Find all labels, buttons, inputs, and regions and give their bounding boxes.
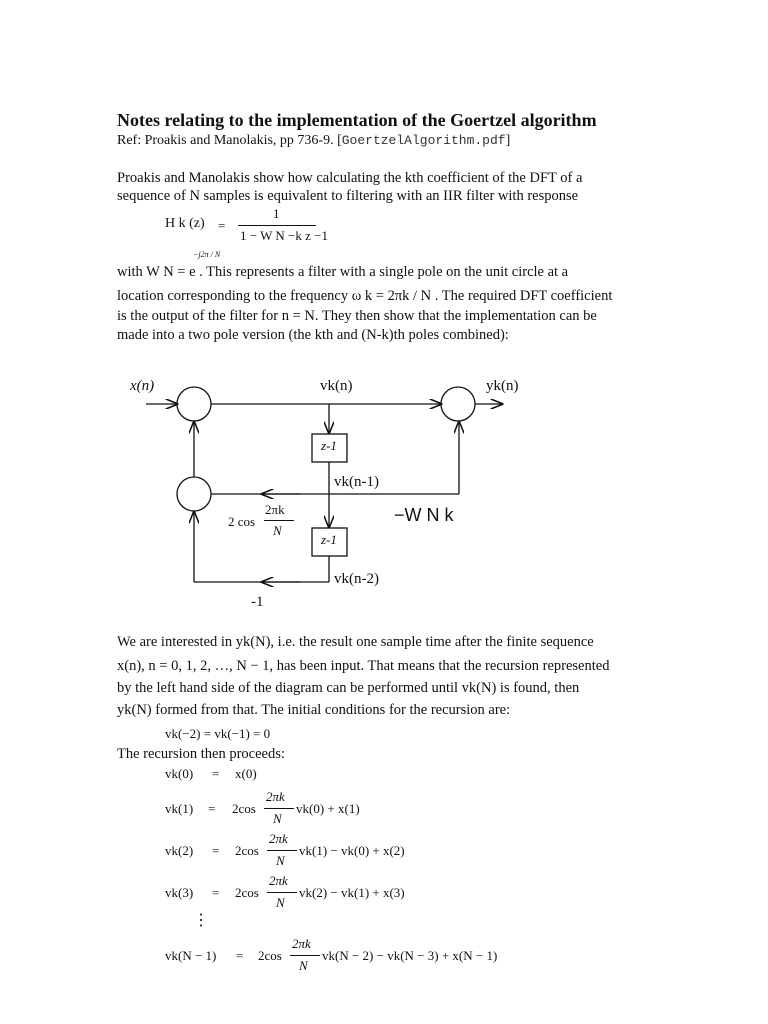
- label-minus-one: -1: [251, 594, 264, 610]
- rec-3-eq: =: [212, 885, 220, 900]
- rec-1-den: N: [273, 811, 282, 826]
- adder-left-top: [177, 387, 211, 421]
- rec-4-eq: =: [236, 948, 244, 963]
- para2-line-1: with W N = e . This represents a filter with a single pole on the unit circle at a: [117, 264, 569, 280]
- reference-file: GoertzelAlgorithm.pdf: [341, 133, 506, 148]
- para3-line-2: x(n), n = 0, 1, 2, …, N − 1, has been input. That means that the recursion represented: [117, 658, 610, 674]
- rec-3-bar: [267, 892, 297, 893]
- hk-fraction-bar: [238, 225, 316, 226]
- coef-prefix: 2 cos: [228, 514, 256, 529]
- recursion-intro: The recursion then proceeds:: [117, 746, 285, 762]
- label-delay-2: z-1: [321, 532, 337, 547]
- page-title: Notes relating to the implementation of the Goertzel algorithm: [117, 110, 597, 130]
- rec-4-bar: [290, 955, 320, 956]
- reference-line: [117, 133, 510, 149]
- para2-line-2: location corresponding to the frequency ω k = 2πk / N . The required DFT coefficient: [117, 288, 613, 304]
- rec-2-eq: =: [212, 843, 220, 858]
- label-vk-n1: vk(n-1): [334, 474, 379, 490]
- rec-2-num: 2πk: [269, 831, 288, 846]
- label-output: yk(n): [486, 378, 519, 394]
- para3-line-4: yk(N) formed from that. The initial conditions for the recursion are:: [117, 702, 511, 718]
- rec-2-bar: [267, 850, 297, 851]
- rec-1-lhs: vk(1): [165, 801, 194, 816]
- coef-fraction-bar: [264, 520, 294, 521]
- label-vk-n: vk(n): [320, 378, 353, 394]
- reference-text: Ref: Proakis and Manolakis, pp 736-9. [: [117, 133, 342, 148]
- label-neg-wnk: −W N k: [394, 505, 454, 525]
- coef-denominator: N: [273, 523, 282, 538]
- reference-close: ]: [505, 133, 511, 148]
- rec-1-eq: =: [208, 801, 216, 816]
- rec-1-num: 2πk: [266, 789, 285, 804]
- label-delay-1: z-1: [321, 438, 337, 453]
- adder-left-bottom: [177, 477, 211, 511]
- rec-3-num: 2πk: [269, 873, 288, 888]
- para2-line-4: made into a two pole version (the kth and (N-k)th poles combined):: [117, 327, 509, 343]
- rec-1-bar: [264, 808, 294, 809]
- rec-2-den: N: [276, 853, 285, 868]
- rec-4-rhs: vk(N − 2) − vk(N − 3) + x(N − 1): [322, 948, 498, 963]
- rec-3-rhs: vk(2) − vk(1) + x(3): [299, 885, 405, 900]
- rec-3-lhs: vk(3): [165, 885, 194, 900]
- rec-4-den: N: [299, 958, 308, 973]
- label-input: x(n): [130, 378, 155, 394]
- intro-line-2: sequence of N samples is equivalent to filtering with an IIR filter with response: [117, 188, 579, 204]
- vertical-ellipsis: ⋮: [193, 912, 209, 929]
- hk-numerator: 1: [273, 206, 280, 221]
- rec-4-num: 2πk: [292, 936, 311, 951]
- label-vk-n2: vk(n-2): [334, 571, 379, 587]
- rec-1-pre: 2cos: [232, 801, 256, 816]
- goertzel-diagram: [0, 360, 768, 620]
- hk-equals: =: [218, 218, 226, 233]
- rec-3-pre: 2cos: [235, 885, 259, 900]
- rec-4-lhs: vk(N − 1): [165, 948, 217, 963]
- coef-numerator: 2πk: [265, 502, 285, 517]
- exponent-label: −j2π / N: [193, 250, 221, 259]
- para2-line-3: is the output of the filter for n = N. They then show that the implementation can be: [117, 308, 597, 324]
- para3-line-1: We are interested in yk(N), i.e. the result one sample time after the finite sequence: [117, 634, 594, 650]
- rec-3-den: N: [276, 895, 285, 910]
- rec-2-rhs: vk(1) − vk(0) + x(2): [299, 843, 405, 858]
- rec-2-pre: 2cos: [235, 843, 259, 858]
- initial-conditions: vk(−2) = vk(−1) = 0: [165, 726, 271, 741]
- hk-denominator: 1 − W N −k z −1: [240, 228, 328, 243]
- para3-line-3: by the left hand side of the diagram can be performed until vk(N) is found, then: [117, 680, 580, 696]
- hk-lhs: H k (z): [165, 216, 205, 231]
- rec-4-pre: 2cos: [258, 948, 282, 963]
- adder-right: [441, 387, 475, 421]
- rec-0-eq: =: [212, 766, 220, 781]
- rec-0-rhs: x(0): [235, 766, 257, 781]
- rec-0-lhs: vk(0): [165, 766, 194, 781]
- rec-1-rhs: vk(0) + x(1): [296, 801, 360, 816]
- intro-line-1: Proakis and Manolakis show how calculating the kth coefficient of the DFT of a: [117, 170, 583, 186]
- rec-2-lhs: vk(2): [165, 843, 194, 858]
